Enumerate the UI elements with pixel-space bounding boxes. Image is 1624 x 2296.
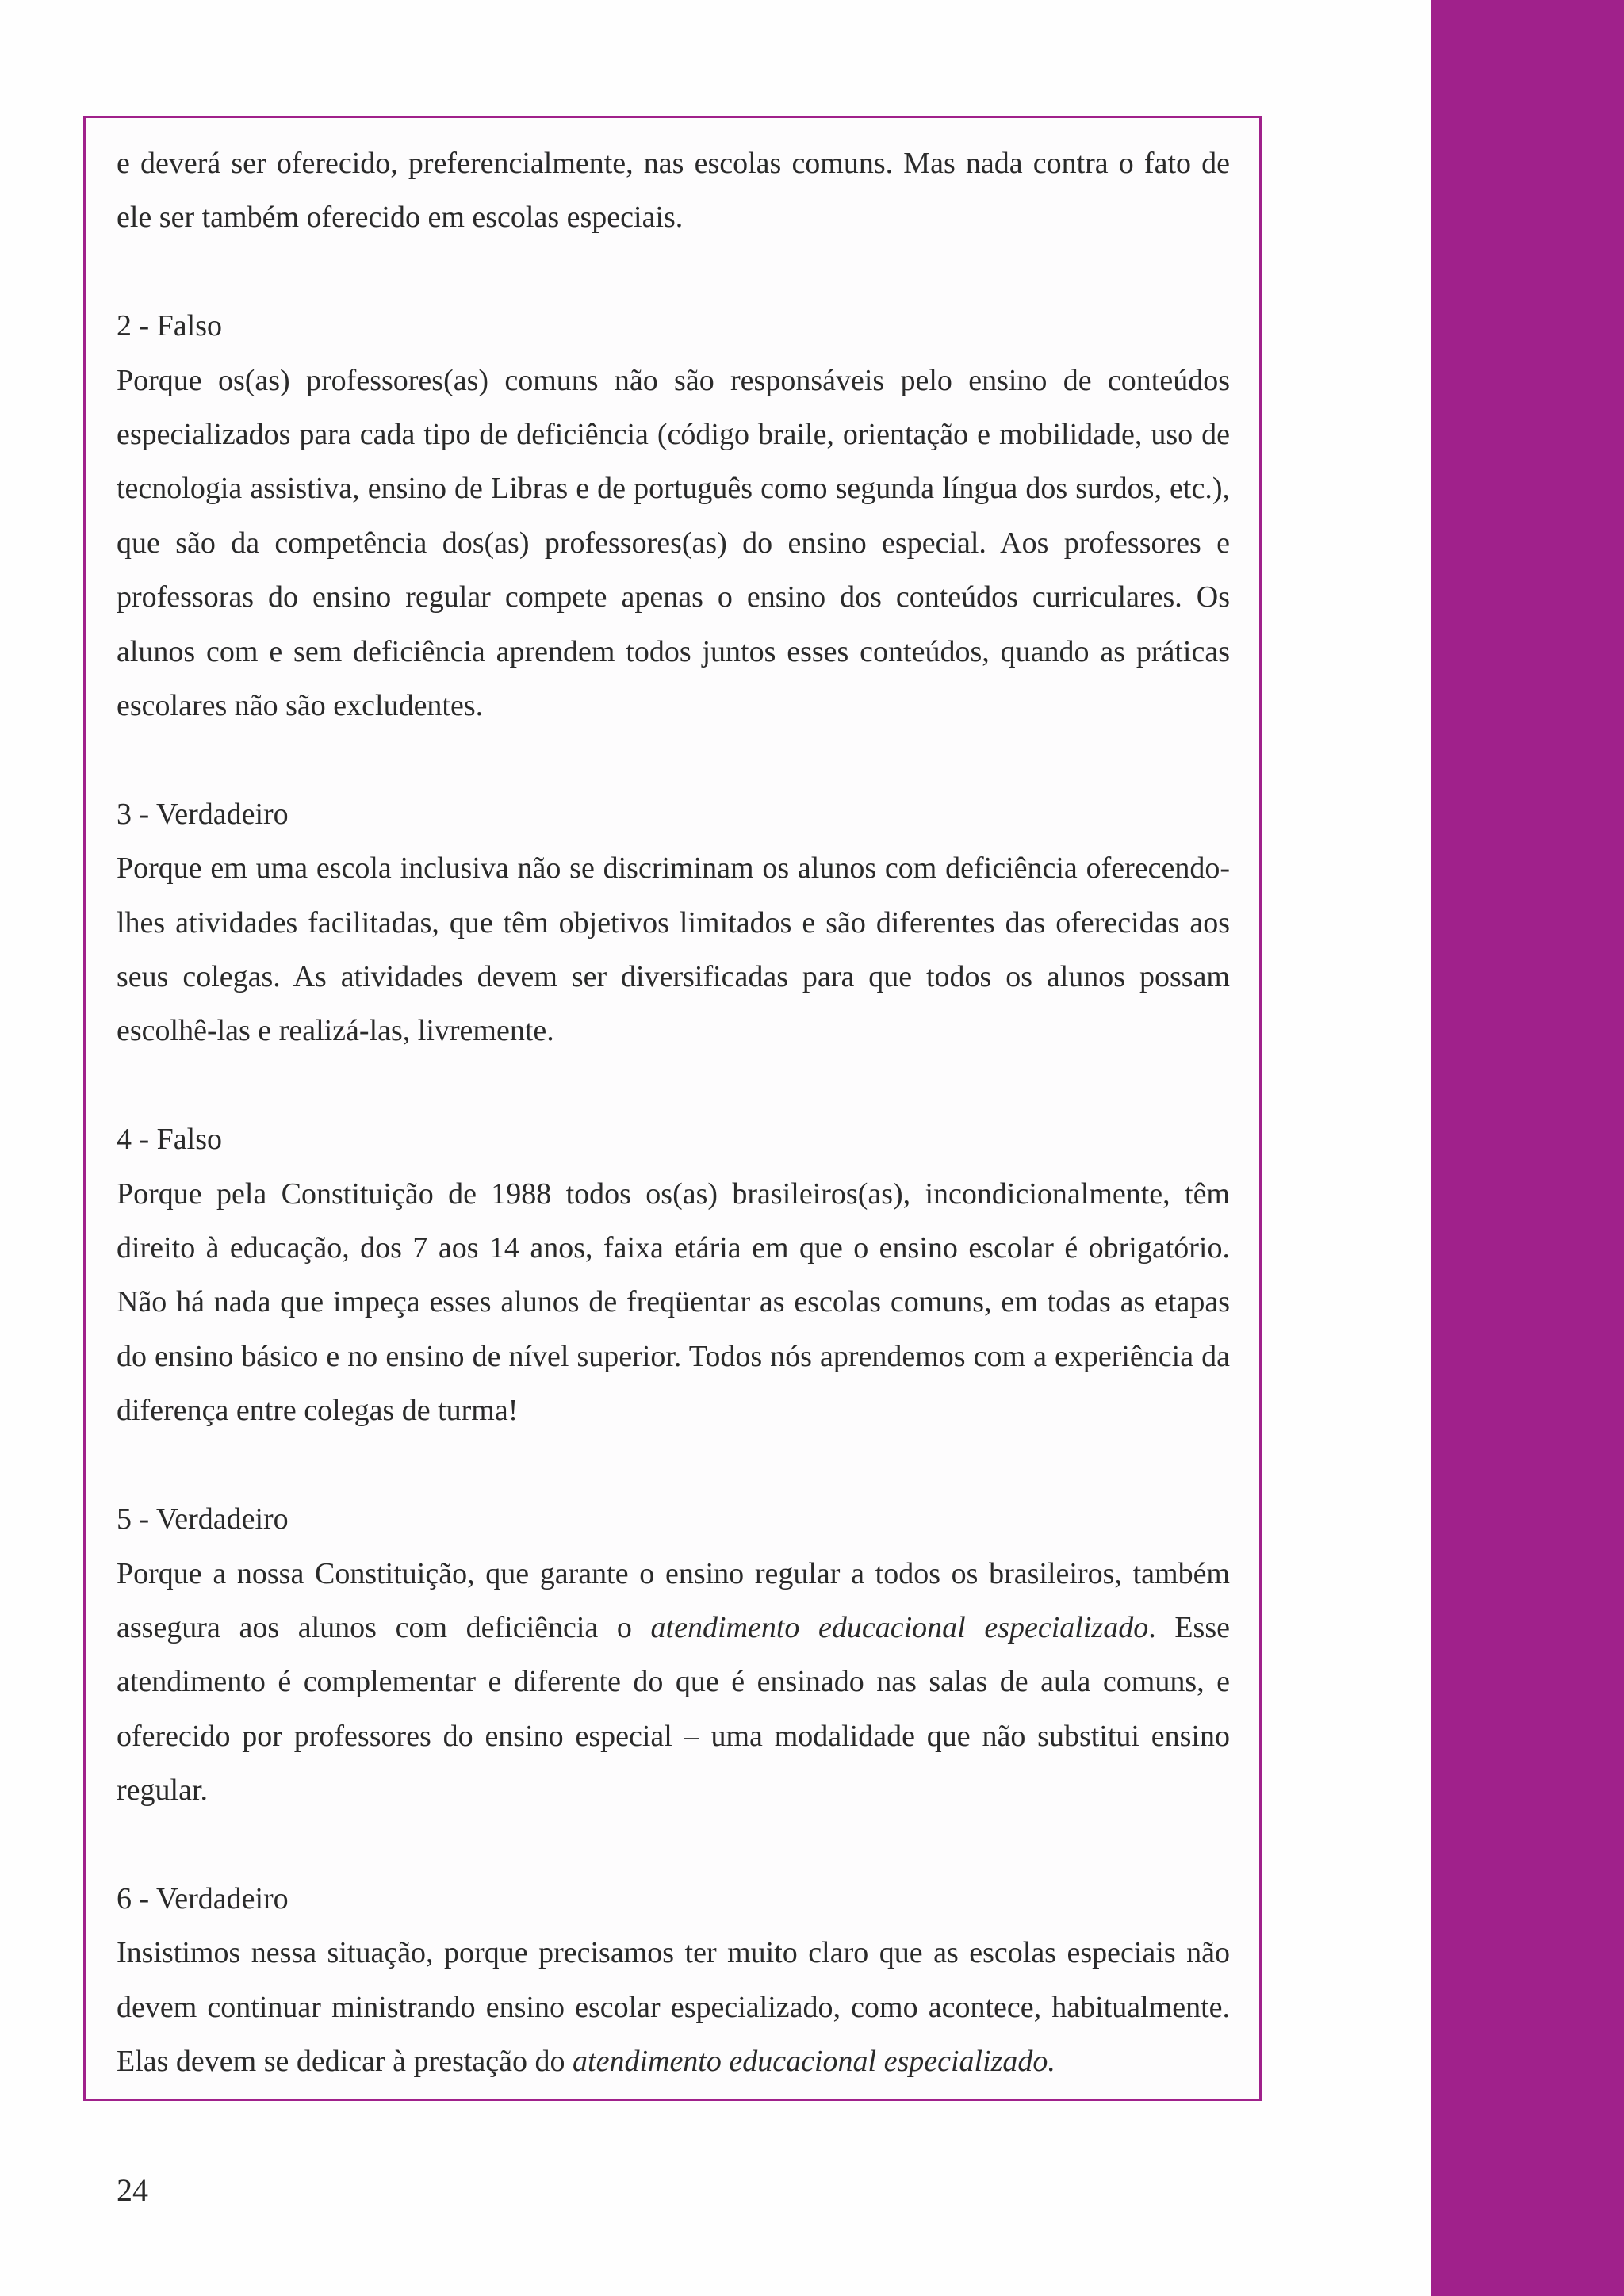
block-gap (117, 245, 1230, 299)
answer-text-area (117, 136, 1230, 2089)
answer-block-2 (117, 299, 1230, 733)
answer-block-4 (117, 1112, 1230, 1437)
answer-heading-6: 6 - Verdadeiro (117, 1881, 289, 1915)
block-gap (117, 1058, 1230, 1112)
answer-body-5-text-before: Porque a nossa Constituição, que garante o ensino regular a todos os brasileiros, também assegura aos alunos com deficiência o (117, 1556, 1230, 1644)
block-gap (117, 1818, 1230, 1872)
answer-body-5 (117, 1547, 1230, 1818)
answer-body-5-text-after: . Esse atendimento é complementar e diferente do que é ensinado nas salas de aula comuns, e oferecido por professores do ensino especial – uma modalidade que não substitui ensino regular. (117, 1610, 1230, 1808)
page-number: 24 (117, 2172, 148, 2208)
answer-heading-3: 3 - Verdadeiro (117, 797, 289, 831)
answer-body-6 (117, 1926, 1230, 2088)
answer-body-6-text-before: Insistimos nessa situação, porque precisamos ter muito claro que as escolas especiais não devem continuar ministrando ensino escolar especializado, como acontece, habitualmente. Elas devem se dedicar à prestação do (117, 1936, 1230, 2079)
block-gap (117, 1438, 1230, 1492)
answer-body-5-italic-term: atendimento educacional especializado (650, 1610, 1149, 1644)
answer-heading-4: 4 - Falso (117, 1123, 222, 1157)
answer-body-6-italic-term: atendimento educacional especializado. (573, 2045, 1055, 2079)
answer-heading-2: 2 - Falso (117, 309, 222, 343)
answer-block-5 (117, 1492, 1230, 1817)
answer-block-6 (117, 1872, 1230, 2089)
answer-body-3: Porque em uma escola inclusiva não se discriminam os alunos com deficiência oferecendo-lhes atividades facilitadas, que têm objetivos limitados e são diferentes das oferecidas aos seus colegas. As atividades devem ser diversificadas para que todos os alunos possam escolhê-las e realizá-las, livremente. (117, 851, 1230, 1048)
intro-paragraph: e deverá ser oferecido, preferencialmente, nas escolas comuns. Mas nada contra o fato de ele ser também oferecido em escolas especiais. (117, 147, 1230, 235)
answer-body-4: Porque pela Constituição de 1988 todos os(as) brasileiros(as), incondicionalmente, têm direito à educação, dos 7 aos 14 anos, faixa etária em que o ensino escolar é obrigatório. Não há nada que impeça esses alunos de freqüentar as escolas comuns, em todas as etapas do ensino básico e no ensino de nível superior. Todos nós aprendemos com a experiência da diferença entre colegas de turma! (117, 1177, 1230, 1428)
block-gap (117, 733, 1230, 786)
answer-heading-5: 5 - Verdadeiro (117, 1502, 289, 1536)
answer-body-2: Porque os(as) professores(as) comuns não são responsáveis pelo ensino de conteúdos especializados para cada tipo de deficiência (código braile, orientação e mobilidade, uso de tecnologia assistiva, ensino de Libras e de português como segunda língua dos surdos, etc.), que são da competência dos(as) professores(as) do ensino especial. Aos professores e professoras do ensino regular compete apenas o ensino dos conteúdos curriculares. Os alunos com e sem deficiência aprendem todos juntos esses conteúdos, quando as práticas escolares não são excludentes. (117, 363, 1230, 723)
answer-block-3 (117, 787, 1230, 1058)
side-accent-band (1431, 0, 1624, 2296)
